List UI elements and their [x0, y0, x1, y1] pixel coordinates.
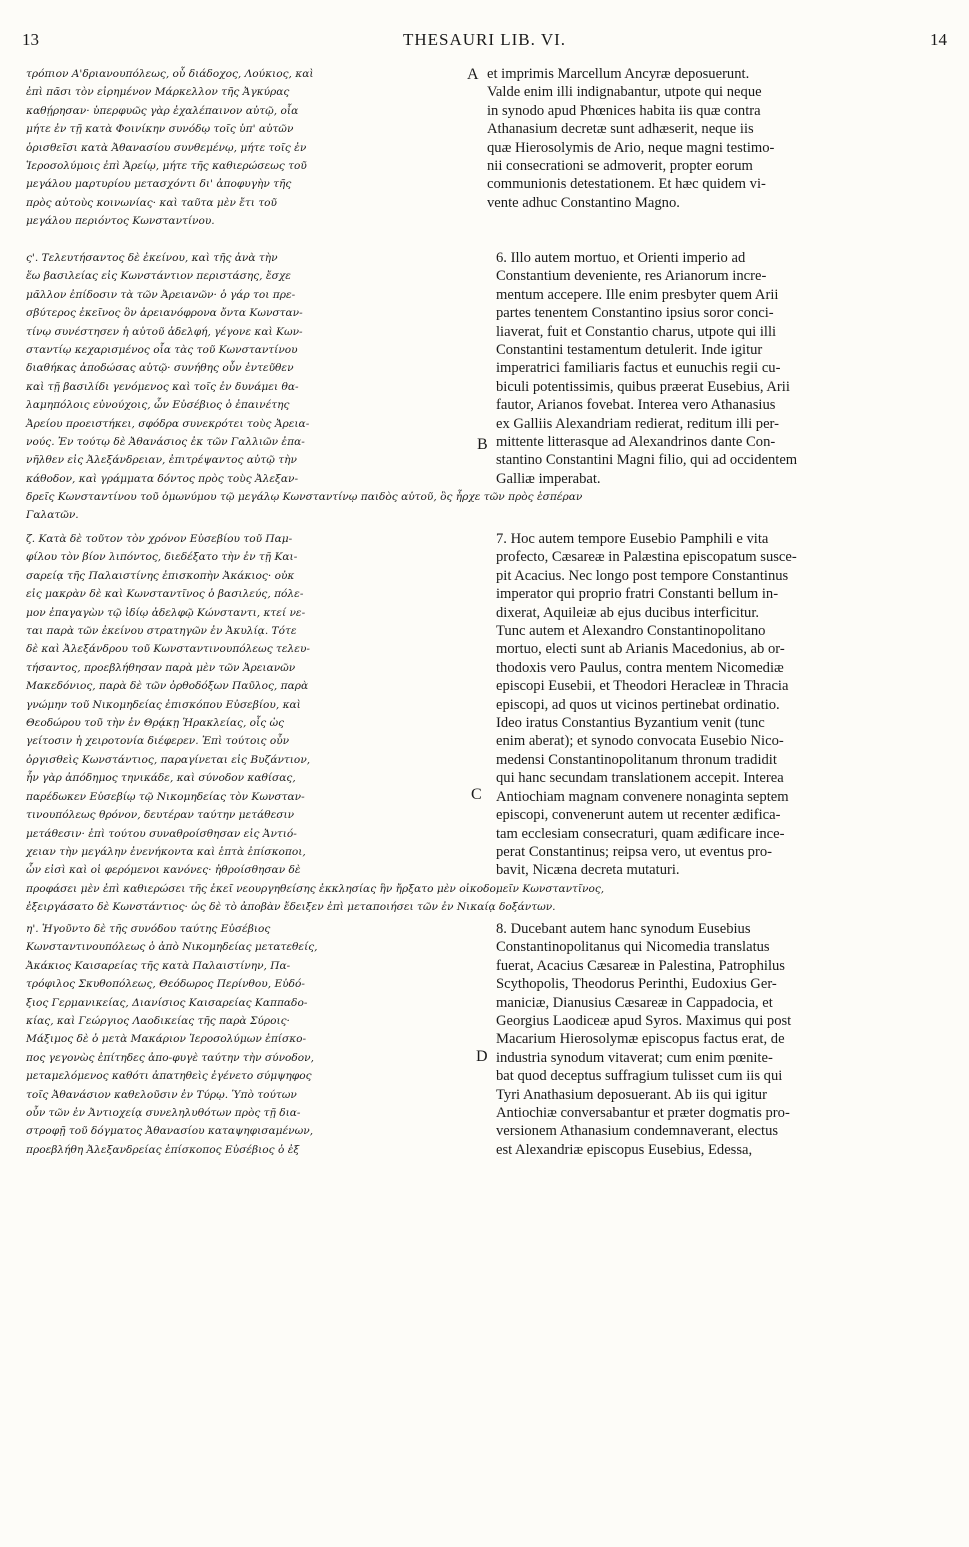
full-width-line-section-3: προφάσει μὲν ἐπὶ καθιερώσει τῆς ἐκεῖ νεουργηθείσης ἐκκλησίας ἣν ἤρξατο μὲν οἰκοδομεῖν Κωνσταντῖνος, ἐξειργάσατο δὲ Κωνστάντιος· ὡς δὲ τὸ ἀποβὰν ἔδειξεν ἐπὶ μεταποιήσει τῶν ἐν Νικαίᾳ δοξάντων.: [26, 883, 605, 914]
page-number-right: 14: [930, 30, 947, 49]
margin-letter-b: B: [477, 436, 488, 453]
latin-column-section-4: 8. Ducebant autem hanc synodum Eusebius Constantinopolitanus qui Nicomedia translatus fuerat, Acacius Cæsareæ in Palestina, Patrophilus Scythopolis, Theodorus Perinthi, Eudoxius Ger- maniciæ, Dianusius Cæsareæ in Cappadocia, et Georgius Laodiceæ apud Syros. Maximus qui post Macarium Hierosolymæ episcopus factus erat, de industria synodum vitaverat; cum enim pœnite- bat quod deceptus suffragium tulisset cum iis qui Tyri Anathasium deposuerant. Ab iis qui igitur Antiochiæ conversabantur et præter dogmatis pro- versionem Athanasium condemnaverant, electus est Alexandriæ episcopus Eusebius, Edessa,: [496, 921, 792, 1158]
page-number-left: 13: [22, 30, 39, 49]
margin-letter-d: D: [476, 1048, 488, 1065]
running-title: THESAURI LIB. VI.: [402, 30, 567, 49]
greek-column-section-1: τρόπιον Α'δριανουπόλεως, οὗ διάδοχος, Λούκιος, καὶ ἐπὶ πᾶσι τὸν εἰρημένον Μάρκελλον τῆς Ἀγκύρας καθῄρησαν· ὑπερφυῶς γὰρ ἐχαλέπαινον αὐτῷ, οἷα μήτε ἐν τῇ κατὰ Φοινίκην συνόδῳ τοῖς ὑπ' αὐτῶν ὁρισθεῖσι κατὰ Ἀθανασίου συνθεμένῳ, μήτε τοῖς ἐν Ἱεροσολύμοις ἐπὶ Ἀρείῳ, μήτε τῆς καθιερώσεως τοῦ μεγάλου μαρτυρίου μετασχόντι δι' ἀποφυγὴν τῆς πρὸς αὐτοὺς κοινωνίας· καὶ ταῦτα μὲν ἔτι τοῦ μεγάλου περιόντος Κωνσταντίνου.: [26, 68, 314, 228]
latin-column-section-1: et imprimis Marcellum Ancyræ deposuerunt. Valde enim illi indignabantur, utpote qui neque in synodo apud Phœnices habita iis quæ contra Athanasium decretæ sunt adhæserit, neque iis quæ Hierosolymis de Ario, neque magni testimo- nii consecrationi se admoverit, propter eorum communionis detestationem. Et hæc quidem vi- vente adhuc Constantino Magno.: [487, 66, 775, 211]
greek-column-section-4: η'. Ἡγοῦντο δὲ τῆς συνόδου ταύτης Εὐσέβιος Κωνσταντινουπόλεως ὁ ἀπὸ Νικομηδείας μετατεθείς, Ἀκάκιος Καισαρείας τῆς κατὰ Παλαιστίνην, Πα- τρόφιλος Σκυθοπόλεως, Θεόδωρος Περίνθου, Εὐδό- ξιος Γερμανικείας, Διανίσιος Καισαρείας Καππαδο- κίας, καὶ Γεώργιος Λαοδικείας τῆς παρὰ Σύροις· Μάξιμος δὲ ὁ μετὰ Μακάριον Ἱεροσολύμων ἐπίσκο- πος γεγονὼς ἐπίτηδες ἀπο-φυγὲ ταύτην τὴν σύνοδον, μεταμελόμενος καθότι ἀπατηθεὶς ἐγένετο σύμψηφος τοῖς Ἀθανάσιον καθελοῦσιν ἐν Τύρῳ. Ὑπὸ τούτων οὖν τῶν ἐν Ἀντιοχείᾳ συνεληλυθότων πρὸς τῇ δια- στροφῇ τοῦ δόγματος Ἀθανασίου καταψηφισαμένων, προεβλήθη Ἀλεξανδρείας ἐπίσκοπος Εὐσέβιος ὁ ἐξ: [26, 923, 318, 1156]
greek-column-section-2: ς'. Τελευτήσαντος δὲ ἐκείνου, καὶ τῆς ἀνὰ τὴν ἕω βασιλείας εἰς Κωνστάντιον περιστάσης, ἔσχε μᾶλλον ἐπίδοσιν τὰ τῶν Ἀρειανῶν· ὁ γάρ τοι πρε- σβύτερος ἐκεῖνος ὃν ἀρειανόφρονα ὄντα Κωνσταν- τίνῳ συνέστησεν ἡ αὐτοῦ ἀδελφή, γέγονε καὶ Κων- σταντίῳ κεχαρισμένος οἷα τὰς τοῦ Κωνσταντίνου διαθήκας ἀποδώσας αὐτῷ· συνήθης οὖν ἐντεῦθεν καὶ τῇ βασιλίδι γενόμενος καὶ τοῖς ἐν δυνάμει θα- λαμηπόλοις εὐνούχοις, ὧν Εὐσέβιος ὁ ἐπαινέτης Ἀρείου προειστήκει, σφόδρα συνεκρότει τοὺς Ἀρεια- νούς. Ἐν τούτῳ δὲ Ἀθανάσιος ἐκ τῶν Γαλλιῶν ἐπα- νῆλθεν εἰς Ἀλεξάνδρειαν, ἐπιτρέψαντος αὐτῷ τὴν κάθοδον, καὶ γράμματα δόντος πρὸς τοὺς Ἀλεξαν-: [26, 252, 310, 485]
latin-column-section-2: 6. Illo autem mortuo, et Orienti imperio ad Constantium deveniente, res Arianorum incre- mentum accepere. Ille enim presbyter quem Arii partes tenentem Constantino ipsius soror conci- liaverat, fuit et Constantio charus, utpote qui illi Constantini testamentum detulerit. Inde igitur imperatrici familiaris factus et eunuchis regii cu- biculi potentissimis, quibus præerat Eusebius, Arii fautor, Arianos fovebat. Interea vero Athanasius ex Galliis Alexandriam redierat, reditum illi per- mittente litterasque ad Alexandrinos dante Con- stantino Constantini Magni filio, qui ad occidentem Galliæ imperabat.: [496, 250, 798, 487]
greek-column-section-3: ζ. Κατὰ δὲ τοῦτον τὸν χρόνον Εὐσεβίου τοῦ Παμ- φίλου τὸν βίον λιπόντος, διεδέξατο τὴν ἐν τῇ Και- σαρείᾳ τῆς Παλαιστίνης ἐπισκοπὴν Ἀκάκιος· οὐκ εἰς μακρὰν δὲ καὶ Κωνσταντῖνος ὁ βασιλεύς, πόλε- μον ἐπαγαγὼν τῷ ἰδίῳ ἀδελφῷ Κώνσταντι, κτεί νε- ται παρὰ τῶν ἐκείνου στρατηγῶν ἐν Ἀκυλίᾳ. Τότε δὲ καὶ Ἀλεξάνδρου τοῦ Κωνσταντινουπόλεως τελευ- τήσαντος, προεβλήθησαν παρὰ μὲν τῶν Ἀρειανῶν Μακεδόνιος, παρὰ δὲ τῶν ὀρθοδόξων Παῦλος, παρὰ γνώμην τοῦ Νικομηδείας ἐπισκόπου Εὐσεβίου, καὶ Θεοδώρου τοῦ τὴν ἐν Θρᾴκῃ Ἡρακλείας, οἷς ὡς γείτοσιν ἡ χειροτονία διέφερεν. Ἐπὶ τούτοις οὖν ὀργισθεὶς Κωνστάντιος, παραγίνεται εἰς Βυζάντιον, ἦν γὰρ ἀπόδημος τηνικάδε, καὶ σύνοδον καθίσας, παρέδωκεν Εὐσεβίῳ τῷ Νικομηδείας τὸν Κωνσταν- τινουπόλεως θρόνον, δευτέραν ταύτην μετάθεσιν μετάθεσιν· ἐπὶ τούτου συναθροίσθησαν εἰς Ἀντιό- χειαν τὴν μεγάλην ἐνενήκοντα καὶ ἑπτὰ ἐπίσκοποι, ὧν εἰσὶ καὶ οἱ φερόμενοι κανόνες· ἠθροίσθησαν δὲ: [26, 533, 311, 877]
full-width-line-section-2: δρεῖς Κωνσταντίνου τοῦ ὁμωνύμου τῷ μεγάλῳ Κωνσταντίνῳ παιδὸς αὐτοῦ, ὃς ἦρχε τῶν πρὸς ἑσπέραν Γαλατῶν.: [26, 491, 583, 522]
margin-letter-c: C: [471, 786, 482, 803]
latin-column-section-3: 7. Hoc autem tempore Eusebio Pamphili e vita profecto, Cæsareæ in Palæstina episcopatum susce- pit Acacius. Nec longo post tempore Constantinus imperator qui proprio fratri Constanti bellum in- dixerat, Aquileiæ ab ejus ducibus interficitur. Tunc autem et Alexandro Constantinopolitano mortuo, electi sunt ab Arianis Macedonius, ab or- thodoxis vero Paulus, contra mentem Nicomediæ episcopi Eusebii, et Theodori Heracleæ in Thracia episcopi, ad quos ut vicinos pertinebat ordinatio. Ideo iratus Constantius Byzantium venit (tunc enim aberat); et synodo convocata Eusebio Nico- medensi Constantinopolitanum thronum tradidit qui hanc secundam translationem accepit. Interea Antiochiam magnam convenere nonaginta septem episcopi, convenerunt autem ut recenter ædifica- tam ecclesiam consecraturi, quam ædificare ince- perat Constantinus; reipsa vero, ut eventus pro- bavit, Nicæna decreta mutaturi.: [496, 531, 797, 879]
margin-letter-a: A: [467, 66, 479, 83]
page-header: [22, 30, 947, 52]
